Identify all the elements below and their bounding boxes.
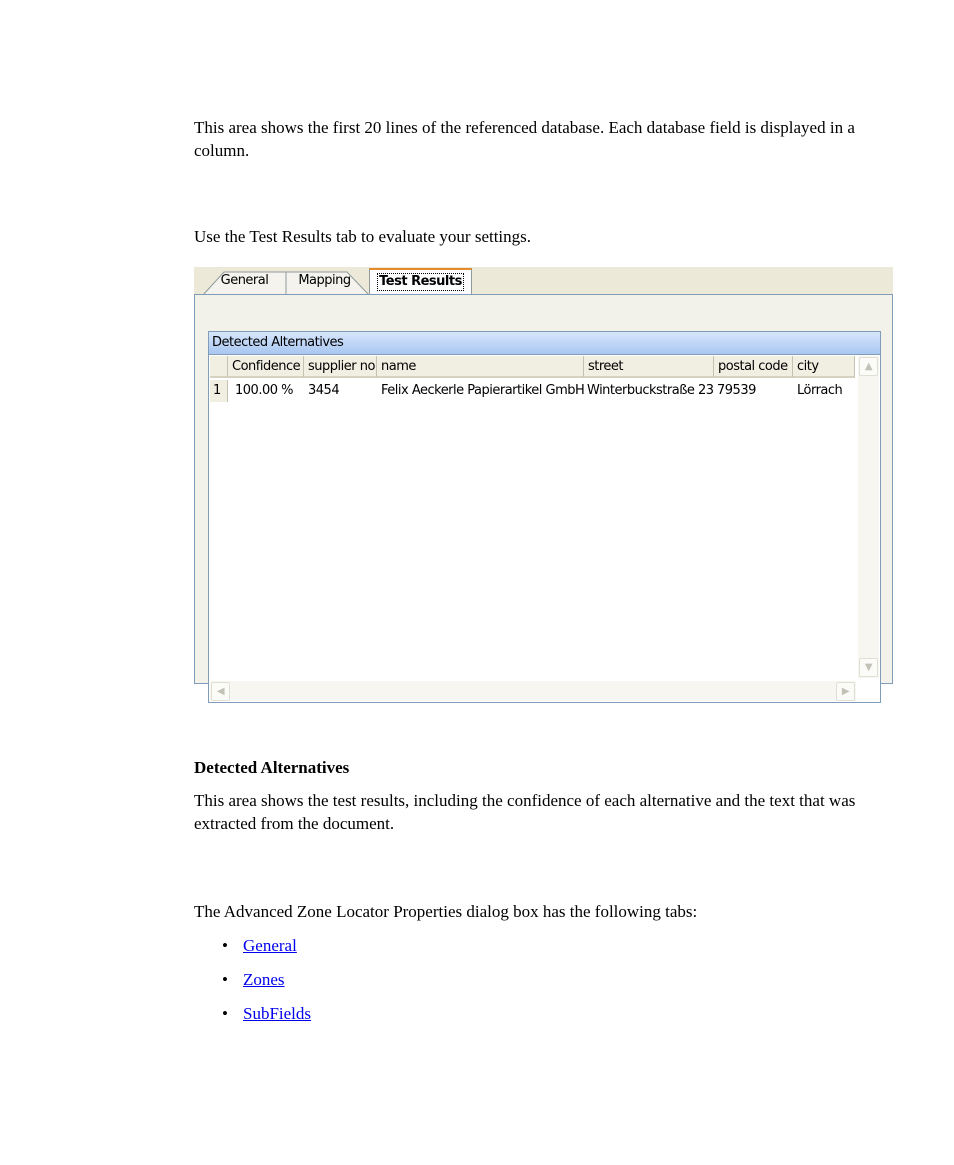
scroll-right-icon[interactable]: ▶ — [836, 682, 855, 701]
scroll-down-icon[interactable]: ▼ — [859, 658, 878, 677]
list-item — [222, 968, 311, 1002]
results-grid[interactable] — [210, 356, 855, 678]
detected-alternatives-group — [208, 331, 881, 703]
test-results-paragraph: Use the Test Results tab to evaluate your settings. — [194, 227, 532, 246]
section-heading: Detected Alternatives — [194, 758, 350, 777]
header-postal-code[interactable]: postal code — [714, 356, 793, 378]
scroll-up-icon[interactable]: ▲ — [859, 357, 878, 376]
tab-general-label: General — [220, 273, 269, 288]
tab-mapping-label: Mapping — [298, 273, 351, 288]
cell-postal-code[interactable]: 79539 — [717, 383, 756, 398]
link-subfields[interactable]: SubFields — [243, 1004, 312, 1023]
tabs-intro-paragraph: The Advanced Zone Locator Properties dialog box has the following tabs: — [194, 902, 698, 921]
intro-paragraph: This area shows the first 20 lines of the referenced database. Each database field is displayed in a column. — [194, 118, 855, 160]
tab-panel — [194, 294, 893, 697]
tab-mapping[interactable] — [285, 269, 370, 293]
cell-name[interactable]: Felix Aeckerle Papierartikel GmbH — [381, 383, 584, 398]
cell-street[interactable]: Winterbuckstraße 23 — [587, 383, 714, 398]
header-name[interactable]: name — [377, 356, 584, 378]
scroll-left-icon[interactable]: ◀ — [211, 682, 230, 701]
test-results-dialog — [194, 267, 893, 697]
header-city[interactable]: city — [793, 356, 855, 378]
tabs-list — [222, 934, 311, 1036]
header-confidence[interactable]: Confidence — [228, 356, 304, 378]
group-title: Detected Alternatives — [209, 332, 880, 355]
cell-confidence[interactable]: 100.00 % — [235, 383, 293, 398]
header-street[interactable]: street — [584, 356, 714, 378]
cell-city[interactable]: Lörrach — [797, 383, 843, 398]
link-zones[interactable]: Zones — [243, 970, 285, 989]
list-item — [222, 934, 311, 968]
list-item — [222, 1002, 311, 1036]
detected-alternatives-paragraph: This area shows the test results, including the confidence of each alternative and the text that was extracted from the document. — [194, 791, 856, 833]
cell-supplier-no[interactable]: 3454 — [308, 383, 340, 398]
link-general[interactable]: General — [243, 936, 297, 955]
tab-test-results-label: Test Results — [379, 274, 462, 289]
header-rownum — [210, 356, 228, 378]
row-number: 1 — [210, 380, 228, 402]
header-supplier-no[interactable]: supplier no — [304, 356, 377, 378]
vertical-scrollbar[interactable] — [858, 356, 879, 678]
horizontal-scrollbar[interactable] — [210, 681, 856, 701]
tab-general[interactable] — [202, 269, 287, 293]
tab-test-results[interactable] — [369, 268, 472, 294]
